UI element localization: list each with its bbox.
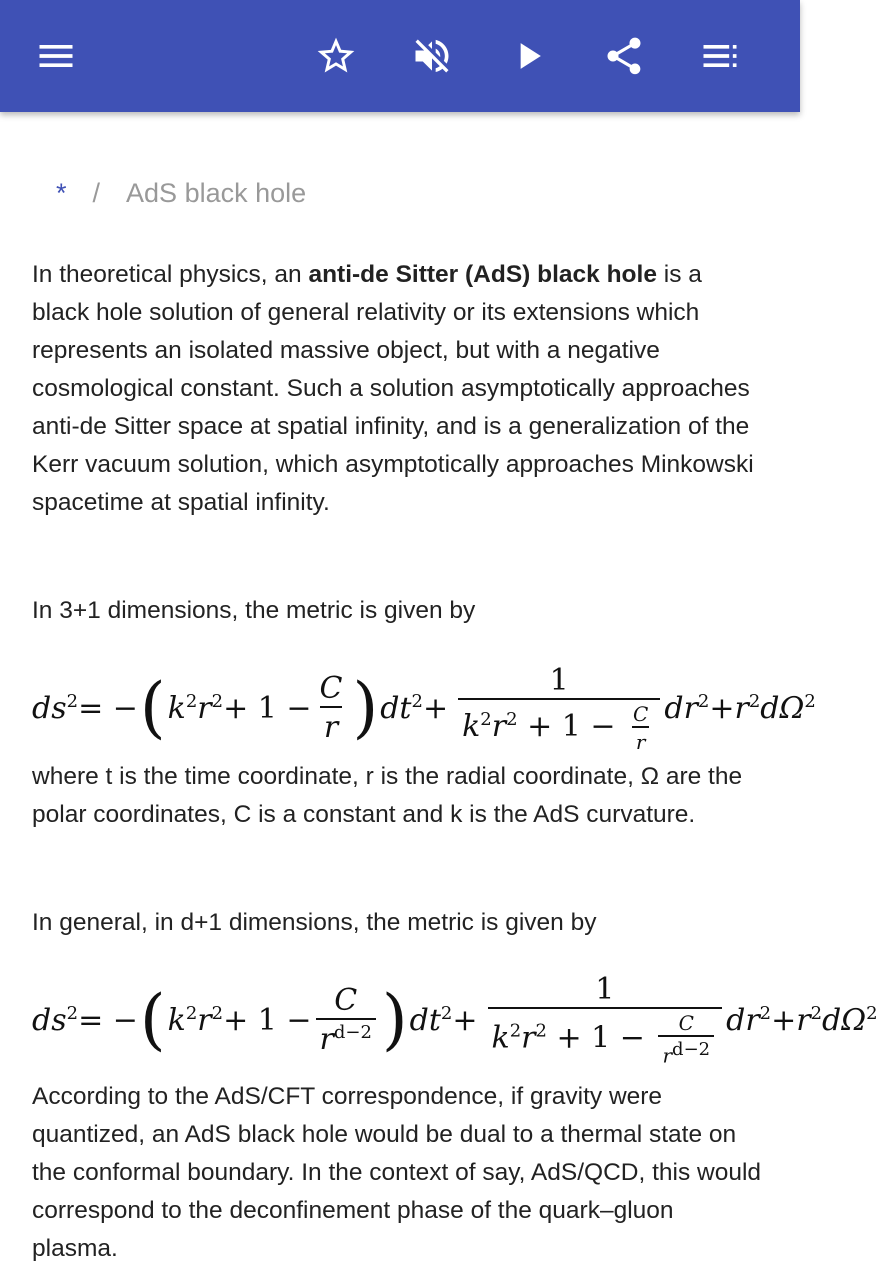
contents-button[interactable]	[692, 28, 748, 84]
p1-text-post: is a black hole solution of general relativity or its extensions which represents an isolated massive object, but with a negative cosmological constant. Such a solution asymptotically approaches anti-de Sitter space at spatial infinity, and is a generalization of the Kerr vacuum solution, which asymptotically approaches Minkowski spacetime at spatial infinity.	[32, 261, 754, 516]
p4-text: In general, in d+1 dimensions, the metric is given by	[32, 909, 597, 936]
share-button[interactable]	[596, 28, 652, 84]
article-paragraph-3	[32, 758, 762, 834]
breadcrumb-current: AdS black hole	[126, 178, 307, 208]
star-icon	[314, 34, 358, 78]
metric-equation-3d: $ds^2$ = − ( $k^2r^2$ + 1 − $\frac{C}{r}$ ) $dt^2$ + 1 $k^2r^2 + 1$ − $\frac{C}{r}$ $dr^2$ + $r^2d\Omega^2$	[32, 662, 816, 754]
p1-text-pre: In theoretical physics, an	[32, 261, 309, 288]
breadcrumb	[56, 178, 306, 209]
article-paragraph-1	[32, 256, 762, 522]
mute-button[interactable]	[404, 28, 460, 84]
metric-equation-general: $ds^2$ = − ( $k^2r^2$ + 1 − $\frac{C}{r^{d-2}}$ ) $dt^2$ + 1 $k^2r^2 + 1$ − $\frac{C}{rd-2}$ $dr^2$ + $r^2d\Omega^2$	[32, 972, 878, 1068]
bookmark-button[interactable]	[308, 28, 364, 84]
p3-text: where t is the time coordinate, r is the radial coordinate, Ω are the polar coordinates, C is a constant and k is the AdS curvature.	[32, 763, 743, 828]
share-icon	[602, 34, 646, 78]
app-toolbar	[0, 0, 800, 112]
breadcrumb-separator: /	[92, 178, 101, 208]
volume-off-icon	[410, 34, 454, 78]
play-icon	[506, 34, 550, 78]
menu-button[interactable]	[28, 28, 84, 84]
p2-text: In 3+1 dimensions, the metric is given by	[32, 597, 476, 624]
p5-text: According to the AdS/CFT correspondence, if gravity were quantized, an AdS black hole would be dual to a thermal state on the conformal boundary. In the context of say, AdS/QCD, this would correspond to the deconfinement phase of the quark–gluon plasma.	[32, 1083, 762, 1262]
p1-bold-term: anti-de Sitter (AdS) black hole	[308, 261, 657, 288]
article-paragraph-2	[32, 592, 762, 630]
play-button[interactable]	[500, 28, 556, 84]
list-icon	[698, 34, 742, 78]
menu-icon	[34, 34, 78, 78]
article-paragraph-5	[32, 1078, 762, 1268]
breadcrumb-root-link[interactable]: *	[56, 178, 67, 208]
article-paragraph-4	[32, 904, 762, 942]
